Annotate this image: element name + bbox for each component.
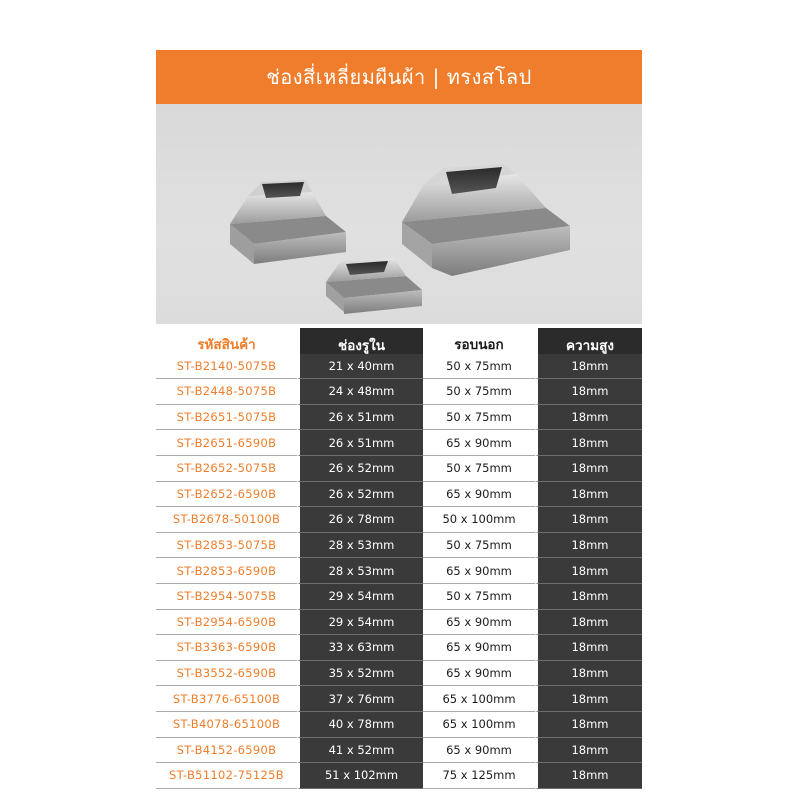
cell-code: ST-B3552-6590B xyxy=(156,661,297,687)
table-row xyxy=(156,584,642,610)
table-row xyxy=(156,738,642,764)
cell-hole: 28 x 53mm xyxy=(297,533,423,559)
table-body xyxy=(156,354,642,789)
base-plates-icon xyxy=(156,104,642,324)
cell-hole: 26 x 52mm xyxy=(297,456,423,482)
cell-hole: 24 x 48mm xyxy=(297,379,423,405)
cell-height: 18mm xyxy=(535,405,642,431)
table-header xyxy=(156,328,642,354)
cell-outer: 50 x 75mm xyxy=(423,456,535,482)
cell-code: ST-B2853-6590B xyxy=(156,558,297,584)
cell-code: ST-B3776-65100B xyxy=(156,686,297,712)
cell-code: ST-B2678-50100B xyxy=(156,507,297,533)
cell-outer: 65 x 90mm xyxy=(423,661,535,687)
cell-code: ST-B2954-5075B xyxy=(156,584,297,610)
cell-code: ST-B4152-6590B xyxy=(156,738,297,764)
cell-code: ST-B51102-75125B xyxy=(156,763,297,789)
table-row xyxy=(156,456,642,482)
cell-height: 18mm xyxy=(535,482,642,508)
cell-height: 18mm xyxy=(535,661,642,687)
cell-height: 18mm xyxy=(535,686,642,712)
table-row xyxy=(156,661,642,687)
cell-code: ST-B2448-5075B xyxy=(156,379,297,405)
table-row xyxy=(156,533,642,559)
table-row xyxy=(156,610,642,636)
cell-code: ST-B2954-6590B xyxy=(156,610,297,636)
cell-height: 18mm xyxy=(535,430,642,456)
cell-hole: 37 x 76mm xyxy=(297,686,423,712)
cell-outer: 50 x 75mm xyxy=(423,533,535,559)
cell-height: 18mm xyxy=(535,354,642,380)
cell-outer: 75 x 125mm xyxy=(423,763,535,789)
cell-outer: 65 x 90mm xyxy=(423,482,535,508)
cell-hole: 26 x 78mm xyxy=(297,507,423,533)
cell-code: ST-B2652-5075B xyxy=(156,456,297,482)
cell-outer: 50 x 75mm xyxy=(423,354,535,380)
cell-height: 18mm xyxy=(535,738,642,764)
cell-code: ST-B2651-6590B xyxy=(156,430,297,456)
cell-outer: 65 x 90mm xyxy=(423,738,535,764)
table-row xyxy=(156,635,642,661)
cell-outer: 65 x 90mm xyxy=(423,635,535,661)
plate-left xyxy=(230,180,346,264)
cell-hole: 41 x 52mm xyxy=(297,738,423,764)
table-row xyxy=(156,686,642,712)
cell-hole: 35 x 52mm xyxy=(297,661,423,687)
cell-hole: 26 x 51mm xyxy=(297,405,423,431)
cell-height: 18mm xyxy=(535,763,642,789)
cell-height: 18mm xyxy=(535,533,642,559)
product-sheet xyxy=(156,50,642,783)
cell-outer: 65 x 100mm xyxy=(423,686,535,712)
cell-height: 18mm xyxy=(535,558,642,584)
table-row xyxy=(156,507,642,533)
cell-outer: 50 x 75mm xyxy=(423,584,535,610)
cell-outer: 65 x 100mm xyxy=(423,712,535,738)
cell-code: ST-B2651-5075B xyxy=(156,405,297,431)
cell-height: 18mm xyxy=(535,456,642,482)
header-hole: ช่องรูใน xyxy=(297,328,423,361)
cell-hole: 21 x 40mm xyxy=(297,354,423,380)
cell-outer: 50 x 100mm xyxy=(423,507,535,533)
cell-hole: 33 x 63mm xyxy=(297,635,423,661)
cell-height: 18mm xyxy=(535,379,642,405)
cell-code: ST-B2652-6590B xyxy=(156,482,297,508)
table-row xyxy=(156,712,642,738)
cell-hole: 26 x 52mm xyxy=(297,482,423,508)
spec-table xyxy=(156,328,642,789)
table-row xyxy=(156,405,642,431)
cell-code: ST-B2853-5075B xyxy=(156,533,297,559)
cell-hole: 26 x 51mm xyxy=(297,430,423,456)
header-code: รหัสสินค้า xyxy=(156,328,297,361)
cell-code: ST-B3363-6590B xyxy=(156,635,297,661)
cell-height: 18mm xyxy=(535,712,642,738)
cell-outer: 50 x 75mm xyxy=(423,405,535,431)
cell-outer: 65 x 90mm xyxy=(423,430,535,456)
table-row xyxy=(156,354,642,380)
product-photo xyxy=(156,104,642,324)
table-row xyxy=(156,379,642,405)
plate-large xyxy=(402,164,570,276)
cell-height: 18mm xyxy=(535,610,642,636)
cell-hole: 40 x 78mm xyxy=(297,712,423,738)
cell-hole: 29 x 54mm xyxy=(297,584,423,610)
cell-height: 18mm xyxy=(535,584,642,610)
cell-hole: 29 x 54mm xyxy=(297,610,423,636)
header-outer: รอบนอก xyxy=(423,328,535,361)
table-row xyxy=(156,763,642,789)
header-height: ความสูง xyxy=(535,328,642,361)
cell-code: ST-B2140-5075B xyxy=(156,354,297,380)
cell-height: 18mm xyxy=(535,635,642,661)
cell-height: 18mm xyxy=(535,507,642,533)
plate-small xyxy=(326,258,422,314)
cell-outer: 65 x 90mm xyxy=(423,558,535,584)
cell-hole: 51 x 102mm xyxy=(297,763,423,789)
cell-hole: 28 x 53mm xyxy=(297,558,423,584)
page-title: ช่องสี่เหลี่ยมผืนผ้า | ทรงสโลป xyxy=(156,50,642,104)
cell-outer: 65 x 90mm xyxy=(423,610,535,636)
table-row xyxy=(156,482,642,508)
table-row xyxy=(156,430,642,456)
cell-code: ST-B4078-65100B xyxy=(156,712,297,738)
cell-outer: 50 x 75mm xyxy=(423,379,535,405)
table-row xyxy=(156,558,642,584)
